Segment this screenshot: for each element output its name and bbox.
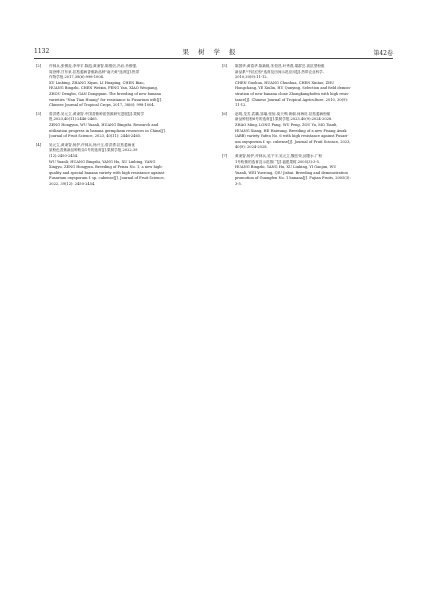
reference-line: um oxysporum f. sp. cubense[J]. Journal of Fruit Science, 2023, [235,139,351,144]
reference-line: WU Yuanli, HUANG Bingzhi, YANG Hu, XU Linbing, YANG [49,159,156,164]
reference-entry [222,64,392,109]
reference-line: tance[J]. Chinese Journal of Tropical Agriculture, 2010, 30(9): [235,97,348,102]
reference-entry [36,112,206,140]
reference-line: XU Linbing, ZHANG Xiyan, LI Huaping, CHEN Biao, [49,80,145,85]
volume-label: 第42卷 [373,50,393,57]
reference-line: 质粉色香蕉新品种粉杂1号的选育[J].果树学报,2022,39 [49,148,138,153]
reference-number: [4] [36,142,42,147]
reference-line: Fusarium oxysporum f. sp. cubense[J]. Journal of Fruit Science, [49,176,165,181]
reference-line: CHEN Guohua, HUANG Chunhua, CHEN Xintao, ZHU [235,80,335,85]
reference-line: Xingyu, ZENG Hongyun. Breeding of Fenza No. 1, a new high- [49,165,163,170]
reference-line: utilization progress in banana germplasm resources in China[J]. [49,128,166,133]
reference-line: 许林兵,张锡炎,李华平,陈彪,黄秉智,陈维信,冯岩,肖维强, [49,64,138,68]
reference-number: [6] [222,111,228,116]
reference-line: HUANG Bingzhi, CHEN Weixin, FENG Yan, XIAO Weiqiang, [49,86,158,91]
reference-line: 陈国华,黄春华,陈新桃,朱恒昌,叶秀燕,胡群芸.高抗型粉蕉 [235,64,325,68]
reference-line: (12):2450-2454. [49,153,79,158]
reference-entry [36,64,206,109]
reference-line: ZENG Hongyun, WU Yuanli, HUANG Bingzhi. Research and [49,122,159,127]
reference-line: ZHAO Ming, LONG Fang, WU Peng, ZOU Yu, MO Tianli, [235,122,338,127]
reference-line: 黄秉智,杨护,许林兵,吴干宇,吴元立,魏岳荣,邱继水.广粉 [235,153,323,158]
reference-line: 曾洪勇,吴元立,黄秉智.中国香蕉种质资源研究进展[J].果树学 [49,111,145,116]
reference-line: 1号粉蕉的选育及示范推广[J].福建果树,2005(3):3-5. [235,159,321,164]
reference-line: stration of new banana clone Zhongkanghofen with high resis- [235,91,350,96]
reference-line: quality and special banana variety with high resistance against [49,170,165,175]
reference-number: [3] [36,111,42,116]
reference-line: HUANG Bingzhi, YANG Hu, XU Linbing, YI Ganjun, WU [235,165,337,170]
reference-line: ZHOU Dengbo, GAN Dongquan. The breeding of new banana [49,91,162,96]
reference-line: Yuanli, WEI Yuerong, QIU Jishui. Breeding and demonstration [235,170,348,175]
reference-line: 新品种桂粉6号的选育[J].果树学报,2023,40(9):2024-2028. [235,117,333,122]
reference-line: 吴元立,黄秉智,杨护,许林兵,杨兴玉,曾洪勇.抗枯萎病优 [49,142,135,147]
reference-line: Chinese Journal of Tropical Crops, 2017, 38(6): 998-1004. [49,103,155,108]
reference-line: 2022, 39(12): 2450-2454. [49,181,96,186]
reference-line: (ABB) variety Yufen No. 6 with high resistance against Fusari- [235,134,349,139]
references-left-column [36,64,206,190]
reference-line: 报,2023,40(11):2446-2465. [49,117,98,122]
reference-entry [36,143,206,188]
reference-number: [5] [222,64,228,68]
reference-entry [222,112,392,151]
reference-line: 周登博,甘东泉.抗枯萎病香蕉新品种"南天黄"选育[J].热带 [49,69,140,74]
page-number: 1132 [34,48,50,55]
reference-line: 作物学报,2017,38(6):998-1004. [49,75,105,80]
references-right-column [222,64,392,190]
reference-line: HUANG Xiang, HE Haiwang. Breeding of a new Pisang Awak [235,128,347,133]
running-header [34,46,393,59]
reference-entry [222,154,392,188]
reference-line: 新品系"中抗红粉"选育及田间示范应用[J].热带农业科学, [235,69,324,74]
reference-line: Journal of Fruit Science, 2023, 40(11): 2446-2465. [49,134,142,139]
reference-line: 2010,30(9):11-12. [235,75,268,80]
reference-line: varieties "Nan Tian Huang" for resistance to Fusarium wilt[J]. [49,97,163,102]
reference-line: 赵明,龙芳,武鹏,邹瑜,张怡,莫天利,黄朝,何海旺.抗枯萎病粉蕉 [235,111,331,116]
reference-line: Hongchang, YE Xiulin, HU Qunying. Selection and field demon- [235,86,351,91]
reference-line: 11-12. [235,103,247,108]
journal-title: 果树学报 [182,48,245,56]
reference-number: [7] [222,153,228,158]
reference-line: 3-5. [235,181,242,186]
reference-number: [2] [36,64,42,68]
reference-line: 40(9): 2024-2028. [235,145,268,150]
reference-line: promotion of Guangfen No. 1 banana[J]. Fujian Fruits, 2005(3): [235,176,351,181]
